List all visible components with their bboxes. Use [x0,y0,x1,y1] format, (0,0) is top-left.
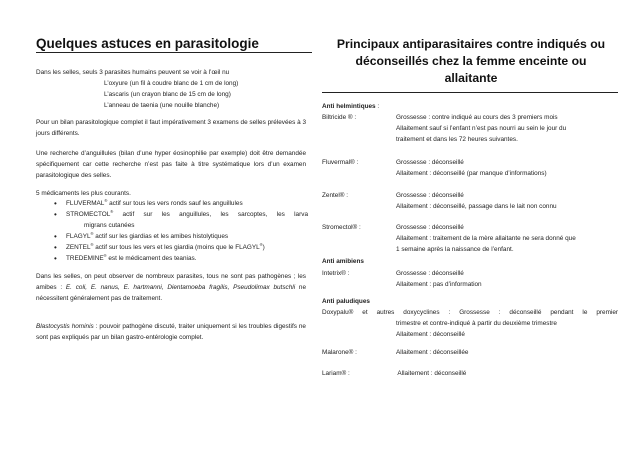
drug-name: Lariam® : [322,370,350,377]
drug-line: Allaitement : déconseillé [396,370,467,377]
section-anti-amibiens: Anti amibiens [322,258,364,265]
drug-info [396,190,614,212]
drug-name: Intetrix® : [322,270,350,277]
intro-text: Dans les selles, seuls 3 parasites humains peuvent se voir à l’œil nu [36,69,230,76]
med-text: migrans cutanées [84,222,135,229]
list-item: • FLUVERMAL® actif sur tous les vers ronds sauf les anguillules [36,198,308,209]
drug-line: Grossesse : déconseillé [396,192,464,199]
list-continuation [36,220,308,231]
med-text: est le médicament des teanias. [106,255,197,262]
drug-line: Allaitement sauf si l’enfant n’est pas nourri au sein le jour du [396,125,567,132]
med-name: STROMECTOL [66,211,111,218]
title-underline [322,92,618,93]
selles-text-end: ne nécessitent généralement pas de traitement. [36,284,306,302]
med-name: TREDEMINE [66,255,104,262]
drug-info [396,347,614,358]
selles-text: Dans les selles, on peut observer de nombreux parasites, tous ne sont pas pathogènes ; les amibes : [36,273,306,291]
med-name: FLAGYL [66,233,91,240]
drug-doxypalu-line1: Doxypalu® et autres doxycyclines : Grossesse : déconseillé pendant le premier [322,309,618,316]
meds-list [36,198,308,264]
section-colon: : [375,103,380,110]
right-page-title: Principaux antiparasitaires contre indiqués ou déconseillés chez la femme enceinte ou allaitante [336,37,606,85]
blasto-name: Blastocystis hominis [36,323,94,330]
med-text: ) [262,244,265,251]
drug-line: Allaitement : traitement de la mère allaitante ne sera donné que [396,235,576,242]
med-name: ZENTEL [66,244,91,251]
drug-name: Malarone® : [322,349,357,356]
drug-name: Zentel® : [322,192,349,199]
med-text: actif sur les giardias et les amibes histolytiques [93,233,229,240]
drug-info [396,368,614,379]
drug-line: Grossesse : déconseillé [396,224,464,231]
med-text: actif sur les anguillules, les sarcoptes, les larva [113,211,308,218]
med-name: FLUVERMAL [66,200,105,207]
drug-line: 1 semaine après la naissance de l’enfant. [396,246,514,253]
paragraph-selles [36,271,306,304]
drug-info [396,268,614,290]
left-page-title: Quelques astuces en parasitologie [36,36,312,53]
drug-line: Grossesse : déconseillé [396,270,464,277]
drug-doxypalu-line2: trimestre et contre-indiqué à partir du deuxième trimestre [396,320,557,327]
section-title: Anti helmintiques [322,103,376,110]
drug-line: Allaitement : pas d’information [396,281,482,288]
list-item: • FLAGYL® actif sur les giardias et les amibes histolytiques [36,231,308,242]
drug-info [396,157,614,179]
intro-item-taenia: L’anneau de taenia (une nouille blanche) [104,102,220,109]
drug-name: Biltricide ® : [322,114,357,121]
intro-item-ascaris: L’ascaris (un crayon blanc de 15 cm de long) [104,91,231,98]
meds-intro: 5 médicaments les plus courants. [36,190,131,197]
list-item: • ZENTEL® actif sur tous les vers et les giardia (moins que le FLAGYL®) [36,242,308,253]
list-item: • STROMECTOL® actif sur les anguillules, les sarcoptes, les larva [36,209,308,220]
drug-doxypalu-line3: Allaitement : déconseillé [396,331,465,338]
intro-item-oxyure: L’oxyure (un fil à coudre blanc de 1 cm de long) [104,80,239,87]
list-item: • TREDEMINE® est le médicament des teanias. [36,253,308,264]
paragraph-bilan: Pour un bilan parasitologique complet il faut impérativement 3 examens de selles prélevées à 3 jours différents. [36,119,306,137]
drug-line: Allaitement : déconseillée [396,349,469,356]
section-anti-paludiques: Anti paludiques [322,298,370,305]
paragraph-anguillules: Une recherche d’anguillules (bilan d’une hyper éosinophilie par exemple) doit être demandée spécifiquement car cette recherche n’est pas faite à titre systématique lors d’un examen parasitologique des selles. [36,150,306,179]
section-anti-helmintiques [322,101,379,112]
selles-species: E. coli, E. nanus, E. hartmanni, Dientamoeba fragilis, Pseudolimax butschli [65,284,296,291]
med-text: actif sur tous les vers ronds sauf les anguillules [107,200,243,207]
drug-line: traitement et dans les 72 heures suivantes. [396,136,518,143]
drug-line: Allaitement : déconseillé (par manque d’informations) [396,170,547,177]
med-text: actif sur tous les vers et les giardia (moins que le FLAGYL [93,244,260,251]
blasto-text: : pouvoir pathogène discuté, traiter uniquement si les troubles digestifs ne sont pas expliqués par un bilan gastro-entérologie complet. [36,323,306,341]
drug-line: Grossesse : déconseillé [396,159,464,166]
drug-info [396,222,614,255]
drug-info [396,112,614,145]
paragraph-blastocystis [36,321,306,343]
drug-line: Allaitement : déconseillé, passage dans le lait non connu [396,203,557,210]
drug-name: Fluvermal® : [322,159,359,166]
drug-name: Stromectol® : [322,224,361,231]
drug-line: Grossesse : contre indiqué au cours des 3 premiers mois [396,114,558,121]
